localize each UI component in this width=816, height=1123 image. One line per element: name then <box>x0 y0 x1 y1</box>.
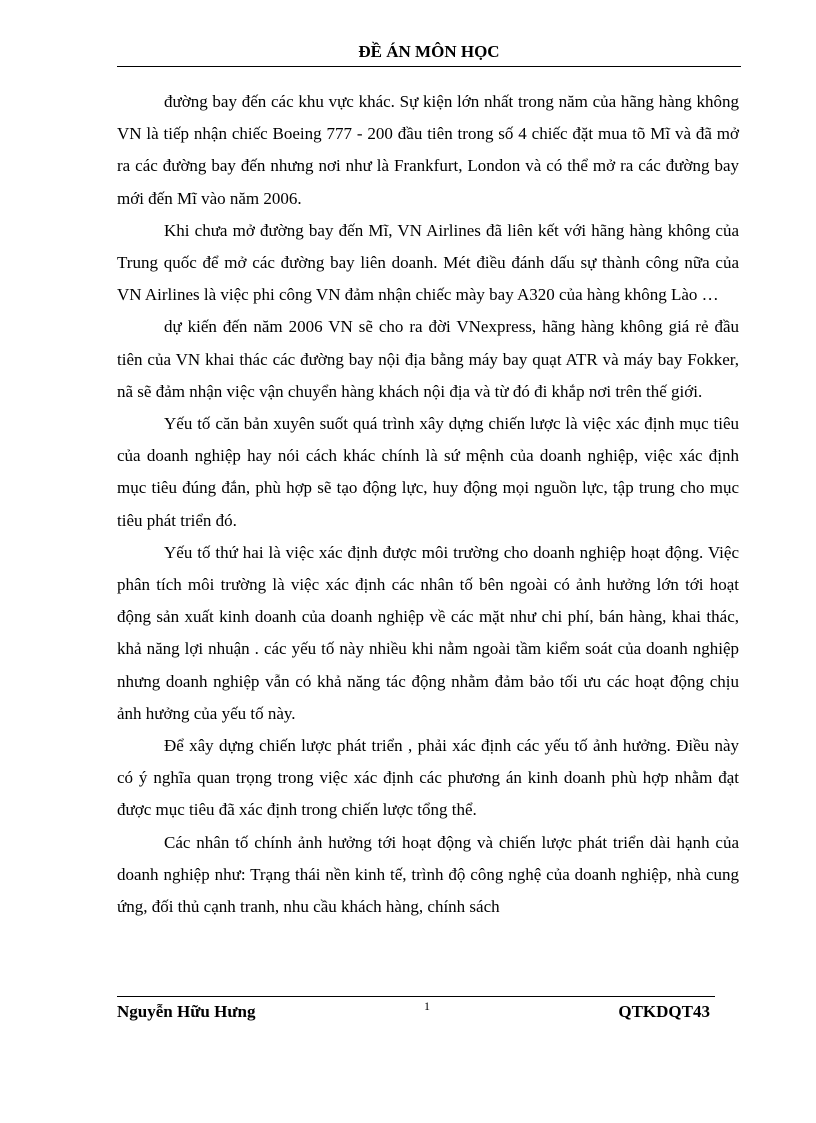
paragraph-6: Để xây dựng chiến lược phát triển , phải xác định các yếu tố ảnh hưởng. Điều này có ý nghĩa quan trọng trong việc xác định các phương án kinh doanh phù hợp nhằm đạt được mục tiêu đã xác định trong chiến lược tổng thể. <box>117 736 739 820</box>
page-header-title: ĐỀ ÁN MÔN HỌC <box>358 42 500 61</box>
paragraph-4: Yếu tố căn bản xuyên suốt quá trình xây dựng chiến lược là việc xác định mục tiêu của doanh nghiệp hay nói cách khác chính là sứ mệnh của doanh nghiệp, việc xác định mục tiêu đúng đắn, phù hợp sẽ tạo động lực, huy động mọi nguồn lực, tập trung cho mục tiêu phát triển đó. <box>117 414 739 530</box>
paragraph-2: Khi chưa mở đường bay đến Mĩ, VN Airlines đã liên kết với hãng hàng không của Trung quốc để mở các đường bay liên doanh. Mét điều đánh dấu sự thành công nữa của VN Airlines là việc phi công VN đảm nhận chiếc mày bay A320 của hàng không Lào … <box>117 220 739 305</box>
footer-divider <box>117 996 715 997</box>
footer-class-code: QTKDQT43 <box>618 1002 710 1021</box>
paragraph-3: dự kiến đến năm 2006 VN sẽ cho ra đời VNexpress, hãng hàng không giá rẻ đầu tiên của VN khai thác các đường bay nội địa bằng máy bay quạt ATR và máy bay Fokker, nã sẽ đảm nhận việc vận chuyển hàng khách nội địa và từ đó đi khắp nơi trên thế giới. <box>117 317 739 401</box>
paragraph-1: đường bay đến các khu vực khác. Sự kiện lớn nhất trong năm của hãng hàng không VN là tiếp nhận chiếc Boeing 777 - 200 đầu tiên trong số 4 chiếc đặt mua tõ Mĩ và đã mở ra các đường bay đến nhưng nơi như là Frankfurt, London và có thể mở ra các đường bay mới đến Mĩ vào năm 2006. <box>117 92 739 208</box>
header-divider <box>117 66 741 67</box>
footer-author: Nguyễn Hữu Hưng <box>117 1002 256 1021</box>
page-number: 1 <box>424 999 430 1013</box>
document-body <box>117 86 739 923</box>
paragraph-5: Yếu tố thứ hai là việc xác định được môi trường cho doanh nghiệp hoạt động. Việc phân tích môi trường là việc xác định các nhân tố bên ngoài có ảnh hưởng lớn tới hoạt động sản xuất kinh doanh của doanh nghiệp về các mặt như chi phí, bán hàng, khai thác, khả năng lợi nhuận . các yếu tố này nhiều khi nằm ngoài tầm kiểm soát của doanh nghiệp nhưng doanh nghiệp vẫn có khả năng tác động nhằm đảm bảo tối ưu các hoạt động chịu ảnh hưởng của yếu tố này. <box>117 542 739 723</box>
paragraph-7: Các nhân tố chính ảnh hưởng tới hoạt động và chiến lược phát triển dài hạnh của doanh nghiệp như: Trạng thái nền kinh tế, trình độ công nghệ của doanh nghiệp, nhà cung ứng, đối thủ cạnh tranh, nhu cầu khách hàng, chính sách <box>117 832 739 917</box>
